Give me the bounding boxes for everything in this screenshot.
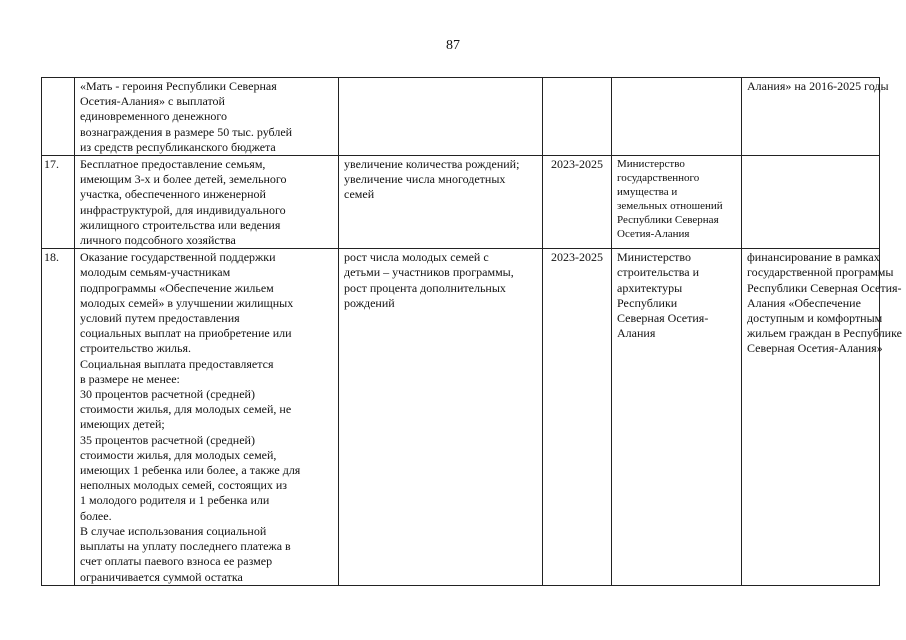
executor-cell (612, 156, 742, 249)
years-cell: 2023-2025 (543, 156, 612, 249)
measure-line: личного подсобного хозяйства (80, 233, 236, 248)
measure-cell (75, 249, 339, 585)
result-line: рождений (344, 295, 395, 310)
executor-line: Министерство (617, 250, 691, 265)
measure-line: Оказание государственной поддержки (80, 250, 276, 265)
result-cell (339, 156, 543, 249)
measure-line: социальных выплат на приобретение или (80, 326, 292, 341)
note-line: Алания» на 2016-2025 годы (747, 79, 889, 93)
measure-line: молодым семьям-участникам (80, 265, 231, 280)
result-line: увеличение количества рождений; (344, 157, 520, 172)
measure-line: стоимости жилья, для молодых семей, не (80, 402, 292, 417)
page-number: 87 (446, 38, 460, 53)
measure-line: Бесплатное предоставление семьям, (80, 157, 266, 172)
row-number-cell: 17. (42, 156, 75, 249)
measure-line: счет оплаты паевого взноса ее размер (80, 554, 273, 569)
note-line: государственной программы (747, 265, 894, 280)
note-line: Северная Осетия-Алания» (747, 341, 883, 356)
result-line: семей (344, 187, 375, 202)
row-number-cell (42, 78, 75, 156)
measure-line: имеющих детей; (80, 417, 165, 432)
note-cell (742, 78, 889, 156)
measure-line: ограничивается суммой остатка (80, 569, 243, 584)
measure-line: условий путем предоставления (80, 311, 240, 326)
table-row (42, 249, 880, 585)
measure-line: выплаты на уплату последнего платежа в (80, 539, 291, 554)
executor-line: Республики (617, 295, 678, 310)
measure-line: имеющим 3-х и более детей, земельного (80, 172, 287, 187)
measures-table (41, 77, 902, 586)
executor-line: государственного (617, 172, 700, 185)
measure-line: Социальная выплата предоставляется (80, 356, 274, 371)
measure-line: имеющих 1 ребенка или более, а также для (80, 463, 301, 478)
measure-line: подпрограммы «Обеспечение жильем (80, 280, 274, 295)
measure-line: 1 молодого родителя и 1 ребенка или (80, 493, 270, 508)
measure-cell (75, 156, 339, 249)
measure-line: единовременного денежного (80, 109, 228, 124)
row-number-cell: 18. (42, 249, 75, 585)
measure-cell (75, 78, 339, 156)
years-cell (543, 78, 612, 156)
measure-line: 35 процентов расчетной (средней) (80, 432, 255, 447)
years-cell: 2023-2025 (543, 249, 612, 585)
table-row (42, 78, 880, 156)
executor-line: архитектуры (617, 280, 683, 295)
executor-line: Министерство (617, 158, 685, 171)
measure-line: В случае использования социальной (80, 523, 267, 538)
result-line: рост процента дополнительных (344, 280, 506, 295)
measure-line: участка, обеспеченного инженерной (80, 187, 266, 202)
result-cell (339, 78, 543, 156)
measure-line: инфраструктурой, для индивидуального (80, 202, 286, 217)
executor-line: Осетия-Алания (617, 228, 690, 241)
executor-cell (612, 78, 742, 156)
executor-line: Алания (617, 326, 656, 341)
result-line: детьми – участников программы, (344, 265, 514, 280)
note-line: Республики Северная Осетия- (747, 280, 902, 295)
result-cell (339, 249, 543, 585)
executor-line: имущества и (617, 186, 678, 199)
measure-line: стоимости жилья, для молодых семей, (80, 447, 277, 462)
measure-line: строительство жилья. (80, 341, 192, 356)
note-line: жильем граждан в Республике (747, 326, 902, 341)
measure-line: более. (80, 508, 112, 523)
result-line: увеличение числа многодетных (344, 172, 506, 187)
note-line: Алания «Обеспечение (747, 295, 861, 310)
note-line: доступным и комфортным (747, 311, 883, 326)
measure-line: неполных молодых семей, состоящих из (80, 478, 288, 493)
executor-line: Республики Северная (617, 214, 719, 227)
note-cell (742, 249, 902, 585)
measure-line: молодых семей» в улучшении жилищных (80, 295, 294, 310)
measure-line: вознаграждения в размере 50 тыс. рублей (80, 124, 293, 139)
executor-cell (612, 249, 742, 585)
result-line: рост числа молодых семей с (344, 250, 489, 265)
measure-line: Осетия-Алания» с выплатой (80, 94, 225, 109)
note-line: финансирование в рамках (747, 250, 880, 265)
executor-line: земельных отношений (617, 200, 723, 213)
table-row (42, 156, 880, 249)
measure-line: жилищного строительства или ведения (80, 217, 281, 232)
measure-line: «Мать - героиня Республики Северная (80, 79, 277, 93)
executor-line: Северная Осетия- (617, 311, 709, 326)
measure-line: в размере не менее: (80, 371, 180, 386)
note-cell (742, 156, 880, 249)
measure-line: 30 процентов расчетной (средней) (80, 387, 255, 402)
executor-line: строительства и (617, 265, 699, 280)
measure-line: из средств республиканского бюджета (80, 139, 276, 154)
